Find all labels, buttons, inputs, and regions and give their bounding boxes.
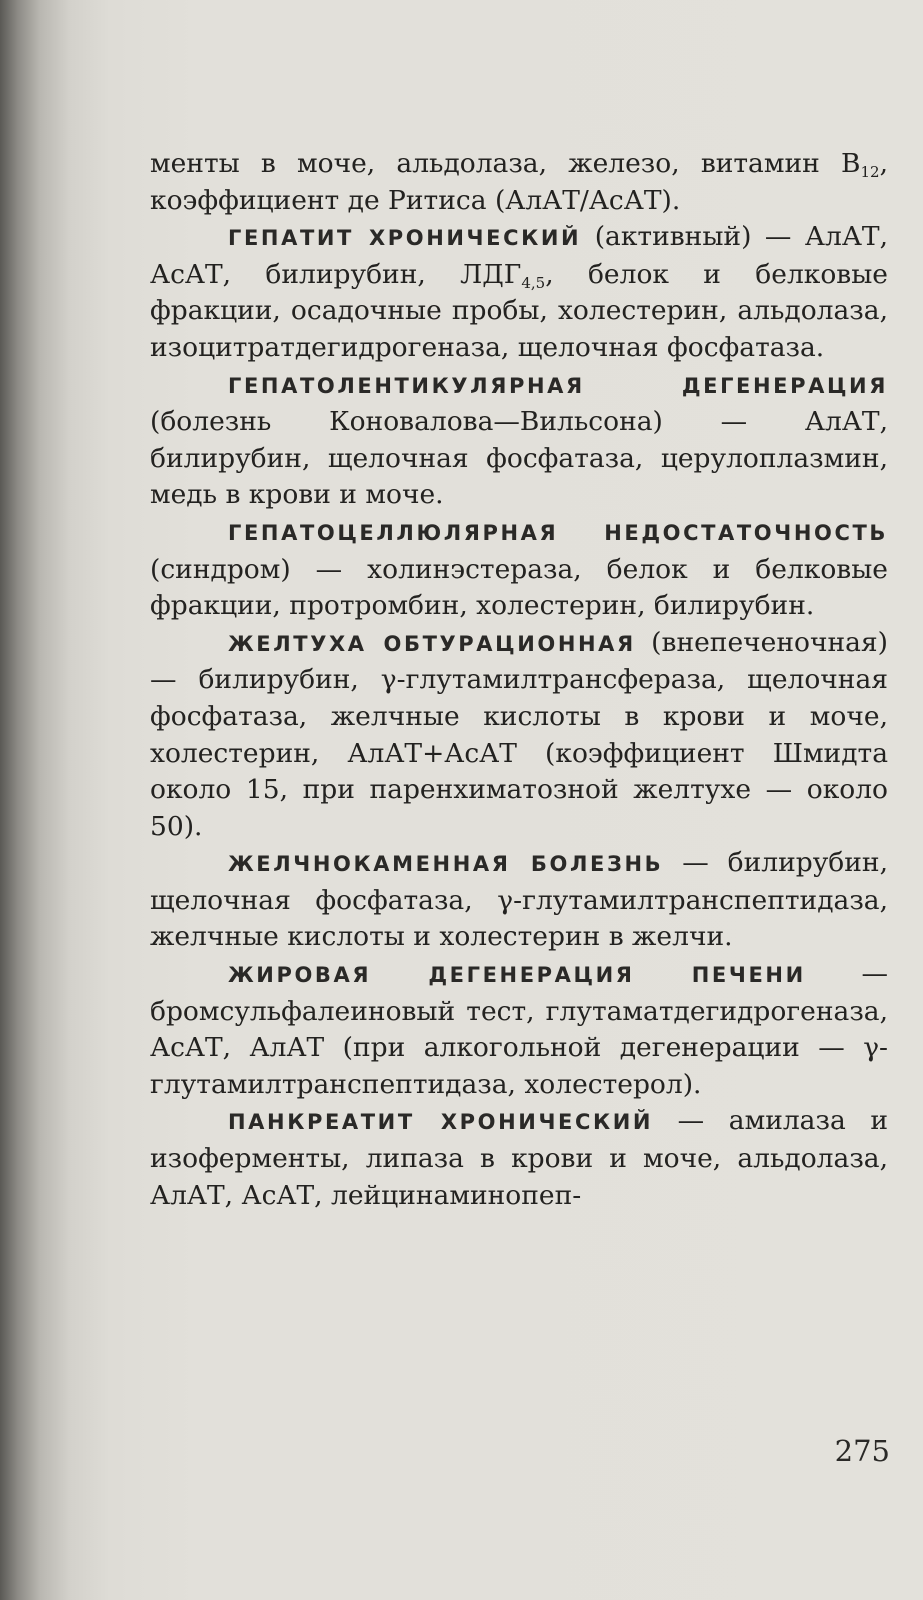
entry-text-tail: , белок и белковые фракции, осадочные пробы, холестерин, альдолаза, изоцитратдегидрогеназа, щелочная фосфатаза. bbox=[150, 258, 888, 363]
entry-term: ЖЕЛТУХА ОБТУРАЦИОННАЯ bbox=[228, 631, 636, 656]
entry-text: (синдром) — холинэстераза, белок и белковые фракции, протромбин, холестерин, билирубин. bbox=[150, 553, 888, 622]
entry-term: ГЕПАТОЦЕЛЛЮЛЯРНАЯ НЕДОСТАТОЧНОСТЬ bbox=[228, 520, 888, 545]
entry-obstructive-jaundice bbox=[150, 625, 888, 846]
entry-hepatocellular-insufficiency bbox=[150, 514, 888, 625]
entry-text: — билирубин, щелочная фосфатаза, γ-глутамилтранспептидаза, желчные кислоты и холестерин в желчи. bbox=[150, 847, 888, 953]
entry-hepatolenticular-degeneration bbox=[150, 367, 888, 514]
entry-term: ЖИРОВАЯ ДЕГЕНЕРАЦИЯ ПЕЧЕНИ bbox=[228, 963, 806, 988]
entry-text: — бромсульфалеиновый тест, глутаматдегидрогеназа, АсАТ, АлАТ (при алкогольной дегенерации — γ-глутамилтранспептидаза, холестерол). bbox=[150, 958, 888, 1100]
entry-term: ПАНКРЕАТИТ ХРОНИЧЕСКИЙ bbox=[228, 1110, 654, 1135]
paragraph-text: менты в моче, альдолаза, железо, витамин B bbox=[150, 148, 861, 179]
subscript: 12 bbox=[860, 163, 880, 181]
entry-text: (болезнь Коновалова—Вильсона) — АлАТ, билирубин, щелочная фосфатаза, церулоплазмин, медь в крови и моче. bbox=[150, 406, 888, 511]
entry-term: ЖЕЛЧНОКАМЕННАЯ БОЛЕЗНЬ bbox=[228, 852, 664, 877]
entry-text: (активный) — АлАТ, АсАТ, билирубин, ЛДГ bbox=[150, 221, 888, 290]
entry-text: — амилаза и изоферменты, липаза в крови и моче, альдолаза, АлАТ, АсАТ, лейцинаминопеп- bbox=[150, 1105, 888, 1211]
page-text bbox=[150, 146, 888, 1214]
entry-hepatitis-chronic bbox=[150, 219, 888, 366]
page-number: 275 bbox=[834, 1434, 890, 1468]
entry-fatty-liver bbox=[150, 956, 888, 1103]
entry-pancreatitis-chronic bbox=[150, 1103, 888, 1214]
entry-term: ГЕПАТИТ ХРОНИЧЕСКИЙ bbox=[228, 226, 582, 251]
entry-gallstone-disease bbox=[150, 845, 888, 956]
entry-term: ГЕПАТОЛЕНТИКУЛЯРНАЯ ДЕГЕНЕРАЦИЯ bbox=[228, 373, 888, 398]
paragraph-text-tail: , коэффициент де Ритиса (АлАТ/АсАТ). bbox=[150, 148, 888, 216]
subscript: 4,5 bbox=[521, 273, 546, 292]
entry-text: (внепеченочная) — билирубин, γ-глутамилтрансфераза, щелочная фосфатаза, желчные кислоты в крови и моче, холестерин, АлАТ+АсАТ (коэффициент Шмидта около 15, при паренхиматозной желтухе — около 50). bbox=[150, 626, 888, 842]
paragraph-continued bbox=[150, 146, 888, 219]
